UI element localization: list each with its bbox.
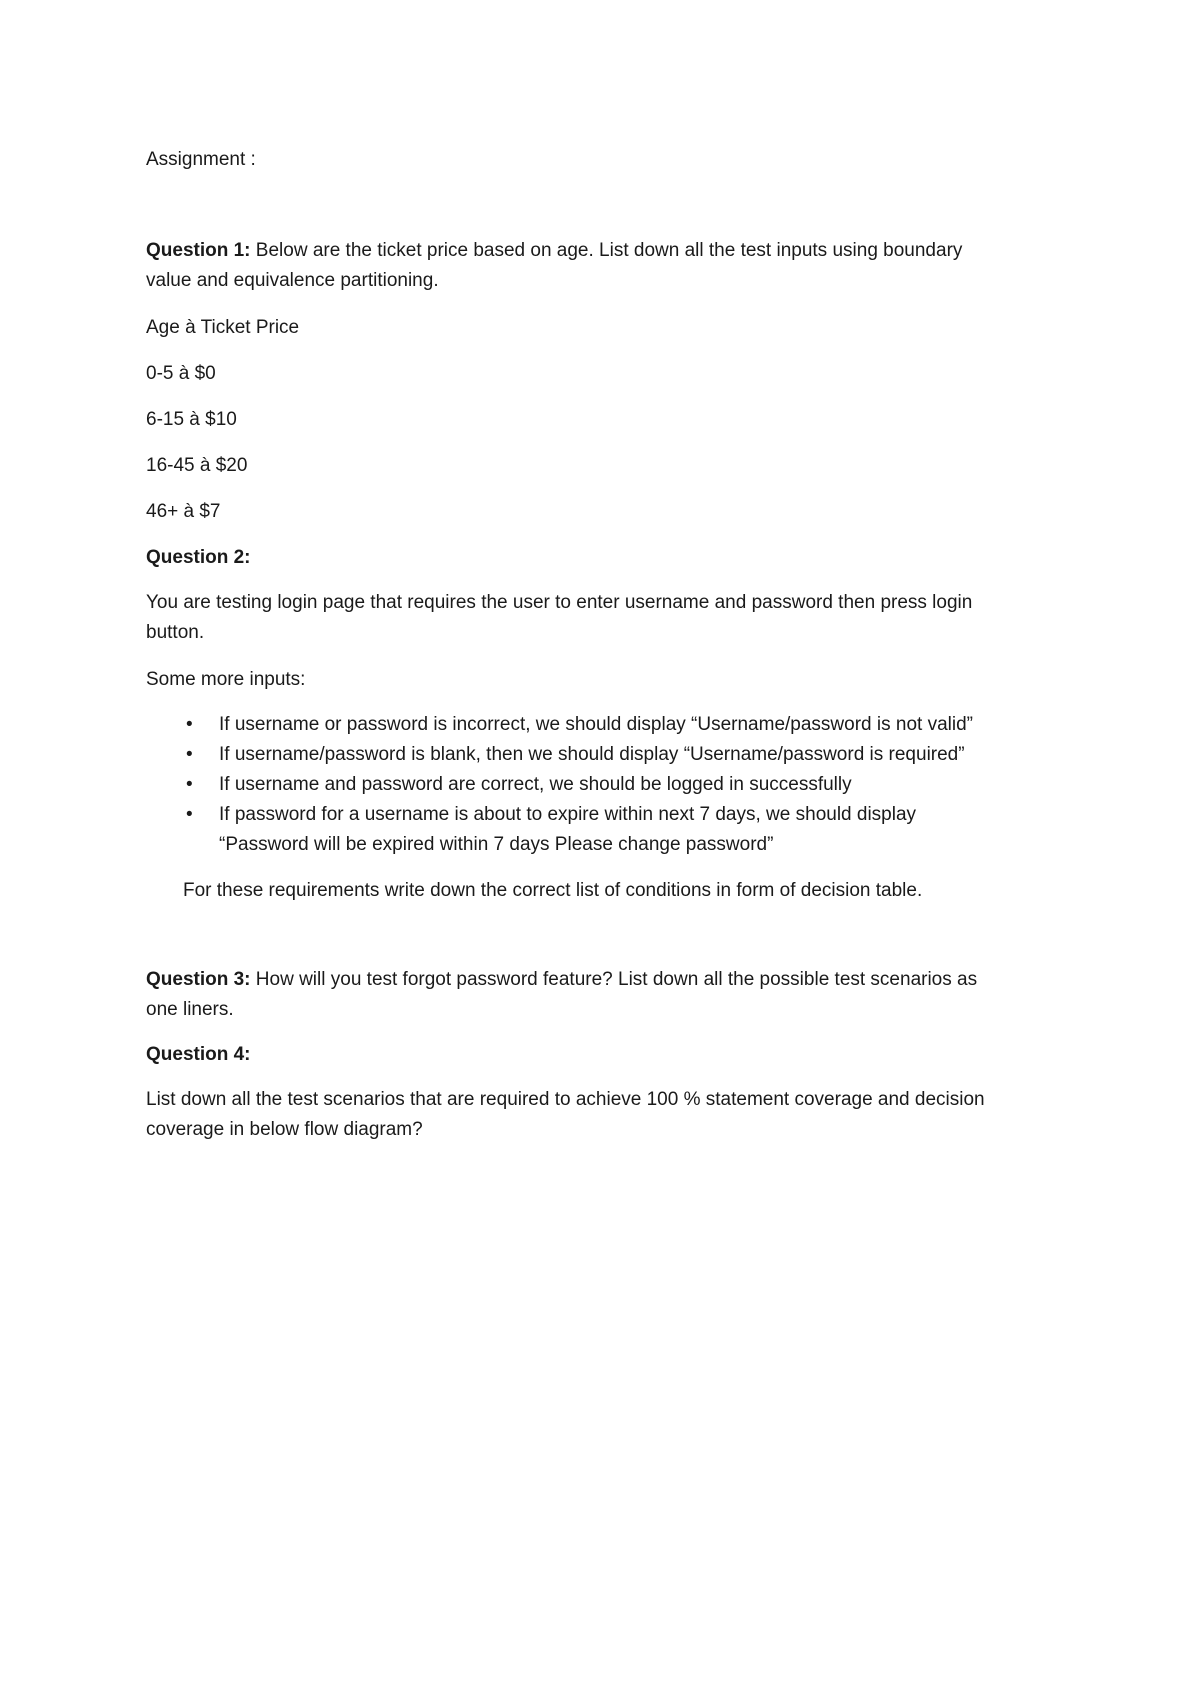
q2-text-2: button. bbox=[146, 622, 205, 643]
q3-label: Question 3: bbox=[146, 969, 251, 990]
list-item: If password for a username is about to expire within next 7 days, we should display bbox=[219, 804, 917, 825]
list-item: If username and password are correct, we should be logged in successfully bbox=[219, 774, 852, 795]
q4-label: Question 4: bbox=[146, 1044, 251, 1065]
ticket-price-row: 46+ à $7 bbox=[146, 501, 221, 522]
q4-text-2: coverage in below flow diagram? bbox=[146, 1119, 423, 1140]
list-item: If username/password is blank, then we should display “Username/password is required” bbox=[219, 744, 965, 765]
ticket-price-header: Age à Ticket Price bbox=[146, 317, 300, 338]
q3-text-2: one liners. bbox=[146, 999, 234, 1020]
q2-label: Question 2: bbox=[146, 547, 251, 568]
q1-text-1: Below are the ticket price based on age. List down all the test inputs using boundary bbox=[250, 240, 963, 261]
q2-footer: For these requirements write down the correct list of conditions in form of decision table. bbox=[183, 880, 923, 901]
assignment-title: Assignment : bbox=[146, 149, 256, 170]
list-item-continuation: “Password will be expired within 7 days Please change password” bbox=[219, 834, 774, 855]
q3-line1 bbox=[146, 965, 977, 995]
ticket-price-row: 0-5 à $0 bbox=[146, 363, 216, 384]
q1-text-2: value and equivalence partitioning. bbox=[146, 270, 439, 291]
ticket-price-row: 6-15 à $10 bbox=[146, 409, 237, 430]
list-item: If username or password is incorrect, we should display “Username/password is not valid” bbox=[219, 714, 973, 735]
q2-more-inputs: Some more inputs: bbox=[146, 669, 306, 690]
ticket-price-row: 16-45 à $20 bbox=[146, 455, 248, 476]
bullet-icon: • bbox=[186, 804, 193, 825]
bullet-icon: • bbox=[186, 774, 193, 795]
q4-text-1: List down all the test scenarios that are required to achieve 100 % statement coverage and decision bbox=[146, 1089, 985, 1110]
q1-line1 bbox=[146, 236, 962, 266]
bullet-icon: • bbox=[186, 714, 193, 735]
q2-text-1: You are testing login page that requires the user to enter username and password then press login bbox=[146, 592, 973, 613]
q1-label: Question 1: bbox=[146, 240, 251, 261]
q3-text-1: How will you test forgot password feature? List down all the possible test scenarios as bbox=[250, 969, 978, 990]
bullet-icon: • bbox=[186, 744, 193, 765]
